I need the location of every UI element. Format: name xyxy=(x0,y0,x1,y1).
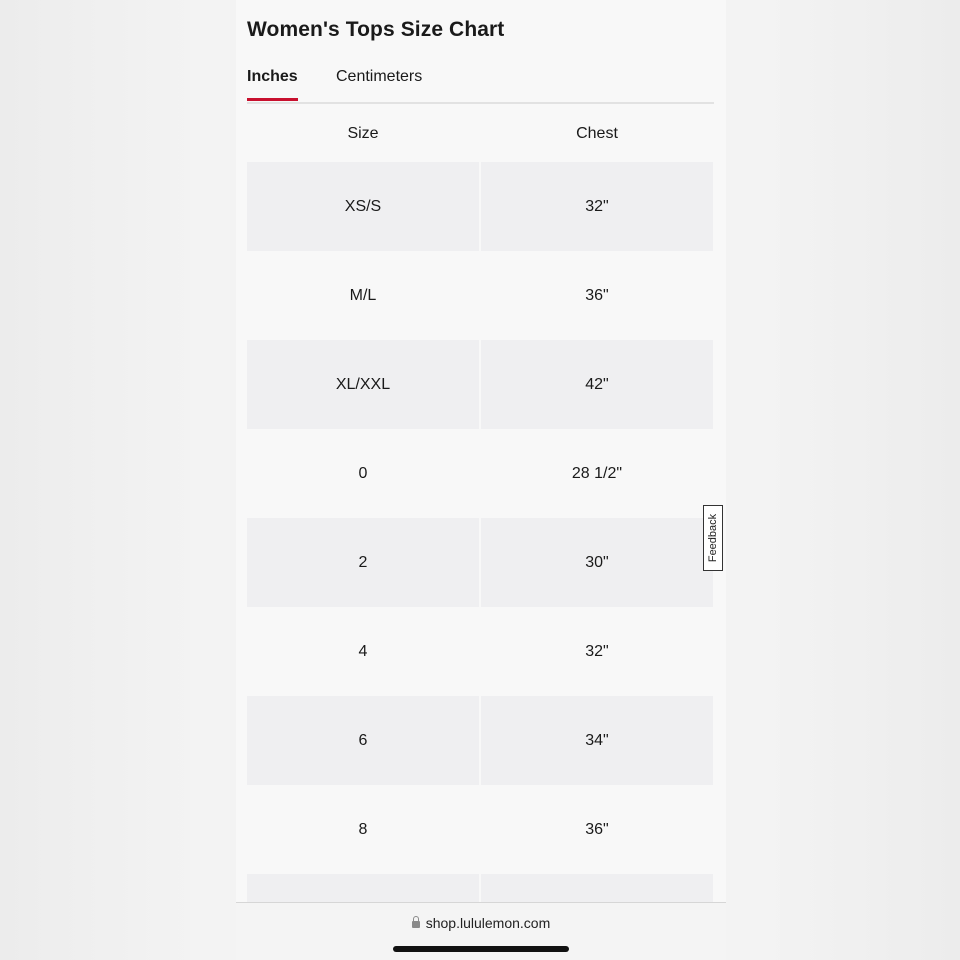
home-indicator[interactable] xyxy=(393,946,569,952)
browser-address-bar xyxy=(236,902,726,960)
header-size: Size xyxy=(347,125,379,142)
table-row xyxy=(247,785,714,874)
size-cell: 0 xyxy=(358,464,368,482)
chest-cell: 42" xyxy=(481,340,713,429)
chest-cell: 36" xyxy=(585,820,609,838)
feedback-label: Feedback xyxy=(707,513,719,563)
tab-inches[interactable]: Inches xyxy=(247,68,298,85)
url-display[interactable] xyxy=(236,915,726,931)
table-row xyxy=(247,429,714,518)
table-row xyxy=(247,340,714,429)
table-row xyxy=(247,696,714,785)
table-header xyxy=(247,112,714,156)
table-row xyxy=(247,518,714,607)
phone-screen xyxy=(236,0,726,960)
size-cell: XL/XXL xyxy=(247,340,479,429)
unit-tabs xyxy=(247,66,714,104)
chest-cell: 32" xyxy=(585,642,609,660)
page-title: Women's Tops Size Chart xyxy=(247,18,505,41)
chest-cell: 34" xyxy=(481,696,713,785)
size-cell: 6 xyxy=(247,696,479,785)
chest-cell: 36" xyxy=(585,286,609,304)
header-chest: Chest xyxy=(576,125,618,142)
size-cell: M/L xyxy=(349,286,377,304)
size-cell: 4 xyxy=(358,642,368,660)
chest-cell: 30" xyxy=(481,518,713,607)
size-cell: 8 xyxy=(358,820,368,838)
size-table-body xyxy=(247,162,714,960)
tab-centimeters[interactable]: Centimeters xyxy=(336,68,423,85)
lock-icon xyxy=(412,921,420,928)
chest-cell: 28 1/2" xyxy=(571,464,623,482)
url-text: shop.lululemon.com xyxy=(425,915,551,931)
size-cell: 2 xyxy=(247,518,479,607)
table-row xyxy=(247,607,714,696)
feedback-button[interactable] xyxy=(703,505,723,571)
table-row xyxy=(247,251,714,340)
table-row xyxy=(247,162,714,251)
chest-cell: 32" xyxy=(481,162,713,251)
size-cell: XS/S xyxy=(247,162,479,251)
